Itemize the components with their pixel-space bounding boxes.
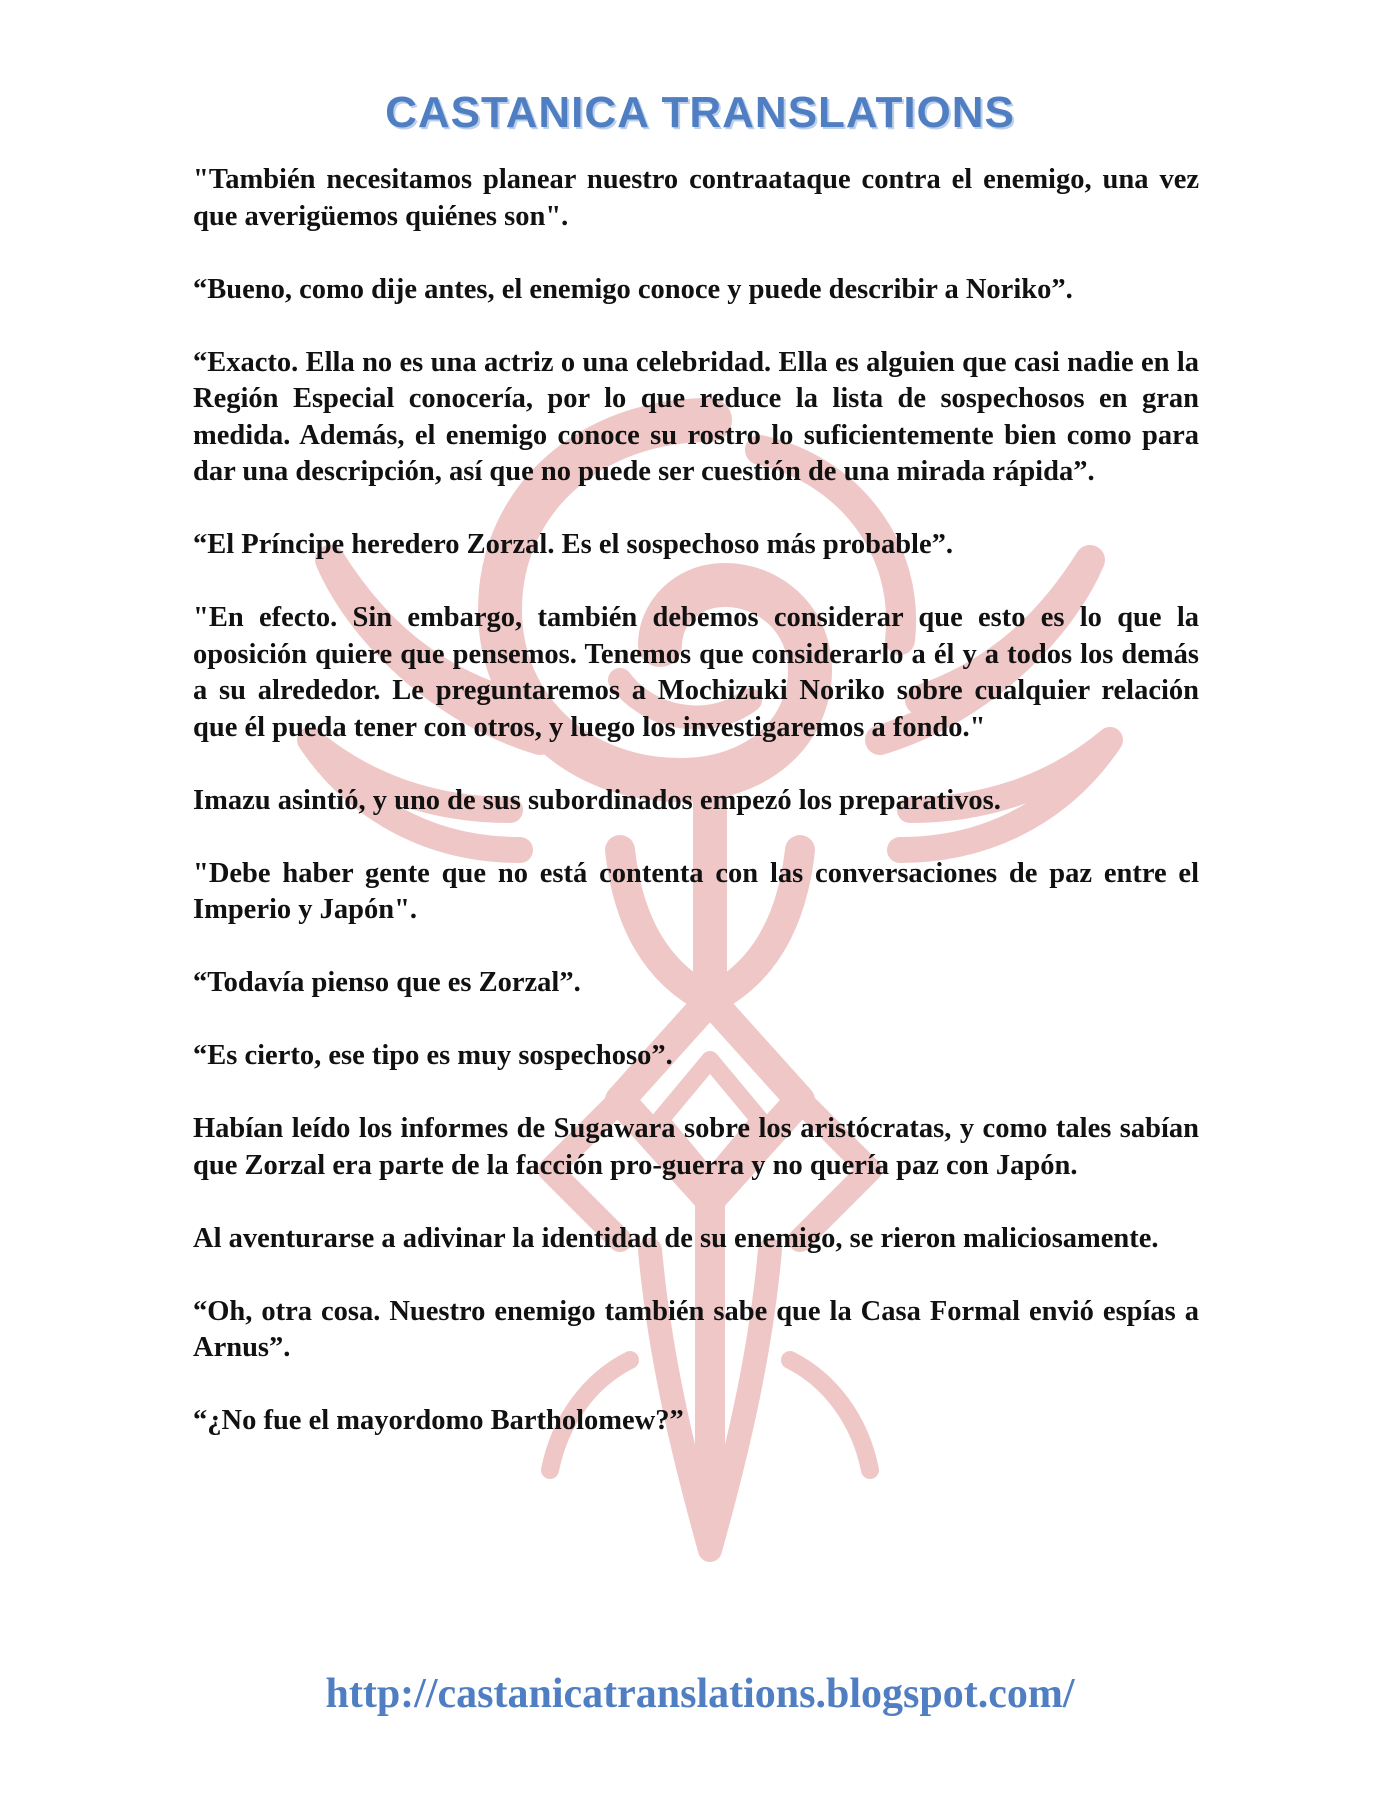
paragraph: "Debe haber gente que no está contenta con las conversaciones de paz entre el Imperio y Japón". [193,857,1199,925]
document-body [193,162,1199,1476]
paragraph: “Bueno, como dije antes, el enemigo conoce y puede describir a Noriko”. [193,273,1073,305]
paragraph: "También necesitamos planear nuestro contraataque contra el enemigo, una vez que averigüemos quiénes son". [193,164,1199,232]
site-url: http://castanicatranslations.blogspot.com/ [325,1671,1075,1717]
paragraph: Habían leído los informes de Sugawara sobre los aristócratas, y como tales sabían que Zorzal era parte de la facción pro-guerra y no quería paz con Japón. [193,1113,1199,1181]
site-title: CASTANICA TRANSLATIONS [385,88,1015,137]
paragraph: “Oh, otra cosa. Nuestro enemigo también sabe que la Casa Formal envió espías a Arnus”. [193,1295,1199,1363]
paragraph: Imazu asintió, y uno de sus subordinados empezó los preparativos. [193,784,1001,816]
paragraph: "En efecto. Sin embargo, también debemos considerar que esto es lo que la oposición quiere que pensemos. Tenemos que considerarlo a él y a todos los demás a su alrededor. Le preguntaremos a Mochizuki Noriko sobre cualquier relación que él pueda tener con otros, y luego los investigaremos a fondo." [193,602,1199,743]
paragraph: “Exacto. Ella no es una actriz o una celebridad. Ella es alguien que casi nadie en la Región Especial conocería, por lo que reduce la lista de sospechosos en gran medida. Además, el enemigo conoce su rostro lo suficientemente bien como para dar una descripción, así que no puede ser cuestión de una mirada rápida”. [193,346,1199,487]
paragraph: Al aventurarse a adivinar la identidad de su enemigo, se rieron maliciosamente. [193,1222,1159,1254]
paragraph: “¿No fue el mayordomo Bartholomew?” [193,1405,684,1436]
paragraph: “Todavía pienso que es Zorzal”. [193,967,581,998]
paragraph: “Es cierto, ese tipo es muy sospechoso”. [193,1040,673,1071]
paragraph: “El Príncipe heredero Zorzal. Es el sospechoso más probable”. [193,529,953,560]
